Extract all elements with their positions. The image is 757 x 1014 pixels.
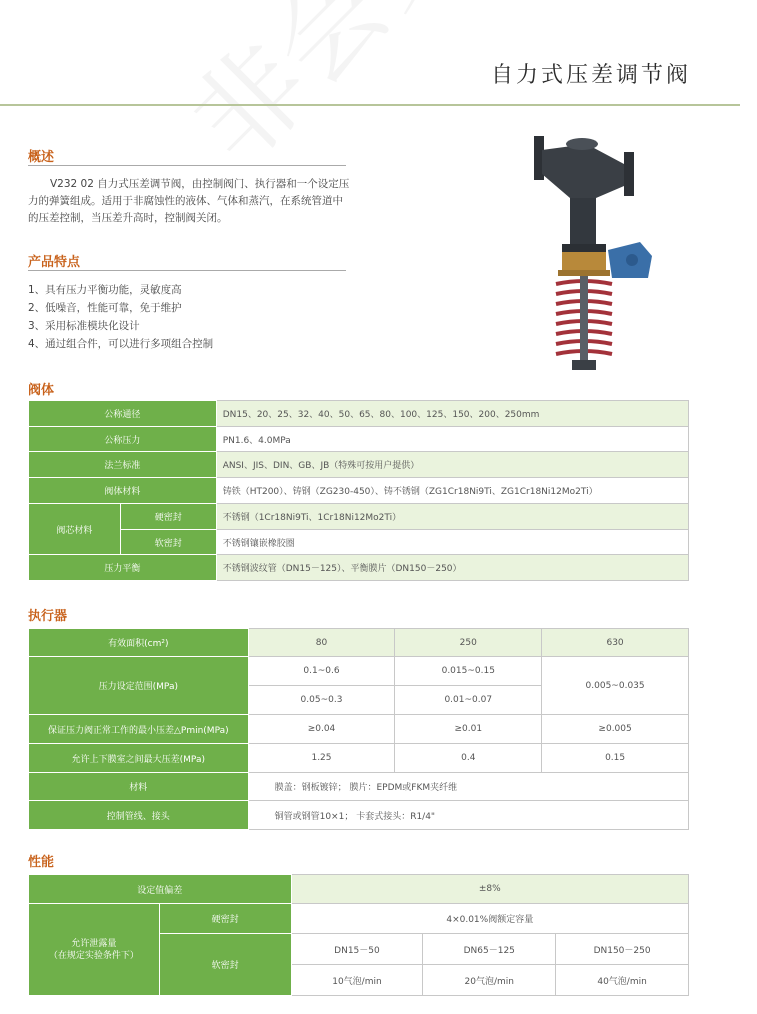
overview-divider xyxy=(28,165,346,166)
range-value: 0.015~0.15 xyxy=(395,657,542,686)
dn-label: 公称通径 xyxy=(29,401,217,427)
valve-product-image xyxy=(512,132,662,376)
range-value: 0.01~0.07 xyxy=(395,686,542,715)
feature-item: 3、采用标准模块化设计 xyxy=(28,320,140,332)
pipe-value: 铜管或钢管10×1； 卡套式接头：R1/4" xyxy=(248,801,688,830)
area-label: 有效面积(cm²) xyxy=(29,629,249,657)
body-spec-table xyxy=(28,400,689,581)
table-row xyxy=(29,875,689,904)
core-material-label: 阀芯材料 xyxy=(29,504,121,555)
hard-seal-value: 不锈钢（1Cr18Ni9Ti、1Cr18Ni12Mo2Ti） xyxy=(216,504,688,530)
max-diff-value: 0.15 xyxy=(542,744,689,773)
max-diff-value: 1.25 xyxy=(248,744,395,773)
hard-seal-label: 硬密封 xyxy=(120,504,216,530)
area-value: 630 xyxy=(542,629,689,657)
range-value: 0.005~0.035 xyxy=(542,657,689,715)
feature-item: 4、通过组合件，可以进行多项组合控制 xyxy=(28,338,214,350)
table-row xyxy=(29,504,689,530)
table-row xyxy=(29,427,689,452)
hard-seal-value: 4×0.01%阀额定容量 xyxy=(291,904,688,934)
table-row xyxy=(29,401,689,427)
min-diff-value: ≥0.01 xyxy=(395,715,542,744)
max-diff-value: 0.4 xyxy=(395,744,542,773)
performance-heading: 性能 xyxy=(28,855,55,870)
range-value: 0.1~0.6 xyxy=(248,657,395,686)
features-divider xyxy=(28,270,346,271)
pipe-label: 控制管线、接头 xyxy=(29,801,249,830)
min-diff-value: ≥0.04 xyxy=(248,715,395,744)
table-row xyxy=(29,478,689,504)
table-row xyxy=(29,744,689,773)
body-heading: 阀体 xyxy=(28,383,55,398)
table-row xyxy=(29,452,689,478)
performance-spec-table xyxy=(28,874,689,996)
soft-seal-label: 软密封 xyxy=(159,934,291,996)
feature-item: 1、具有压力平衡功能，灵敏度高 xyxy=(28,284,182,296)
table-row xyxy=(29,555,689,581)
area-value: 250 xyxy=(395,629,542,657)
bubble-rate: 20气泡/min xyxy=(423,965,556,996)
flange-value: ANSI、JIS、DIN、GB、JB（特殊可按用户提供） xyxy=(216,452,688,478)
overview-text: V232 02 自力式压差调节阀，由控制阀门、执行器和一个设定压力的弹簧组成。适用于非腐蚀性的液体、气体和蒸汽，在系统管道中的压差控制，当压差升高时，控制阀关闭。 xyxy=(28,178,350,224)
pn-label: 公称压力 xyxy=(29,427,217,452)
pn-value: PN1.6、4.0MPa xyxy=(216,427,688,452)
overview-heading: 概述 xyxy=(28,150,55,165)
hard-seal-label: 硬密封 xyxy=(159,904,291,934)
range-value: 0.05~0.3 xyxy=(248,686,395,715)
range-label: 压力设定范围(MPa) xyxy=(29,657,249,715)
leakage-label-line: 允许泄露量 xyxy=(71,938,117,949)
dn-value: DN15、20、25、32、40、50、65、80、100、125、150、200、250mm xyxy=(216,401,688,427)
max-diff-label: 允许上下膜室之间最大压差(MPa) xyxy=(29,744,249,773)
actuator-heading: 执行器 xyxy=(28,609,68,624)
size-range: DN65－125 xyxy=(423,934,556,965)
feature-item: 2、低噪音，性能可靠，免于维护 xyxy=(28,302,182,314)
features-heading: 产品特点 xyxy=(28,255,81,270)
balance-value: 不锈钢波纹管（DN15－125）、平衡膜片（DN150－250） xyxy=(216,555,688,581)
bubble-rate: 40气泡/min xyxy=(556,965,689,996)
deviation-label: 设定值偏差 xyxy=(29,875,292,904)
features-list xyxy=(28,281,213,353)
table-row xyxy=(29,801,689,830)
table-row xyxy=(29,629,689,657)
actuator-spec-table xyxy=(28,628,689,830)
min-diff-label: 保证压力阀正常工作的最小压差△Pmin(MPa) xyxy=(29,715,249,744)
page-title: 自力式压差调节阀 xyxy=(490,63,691,88)
actuator-material-value: 膜盖：钢板镀锌； 膜片：EPDM或FKM夹纤维 xyxy=(248,773,688,801)
table-row xyxy=(29,715,689,744)
leakage-label-line: （在规定实验条件下） xyxy=(48,950,139,961)
soft-seal-value: 不锈钢镶嵌橡胶圈 xyxy=(216,530,688,555)
body-material-label: 阀体材料 xyxy=(29,478,217,504)
header-divider xyxy=(0,104,740,106)
min-diff-value: ≥0.005 xyxy=(542,715,689,744)
table-row xyxy=(29,657,689,686)
leakage-label xyxy=(29,904,160,996)
deviation-value: ±8% xyxy=(291,875,688,904)
area-value: 80 xyxy=(248,629,395,657)
balance-label: 压力平衡 xyxy=(29,555,217,581)
table-row xyxy=(29,530,689,555)
size-range: DN150－250 xyxy=(556,934,689,965)
soft-seal-label: 软密封 xyxy=(120,530,216,555)
flange-label: 法兰标准 xyxy=(29,452,217,478)
bubble-rate: 10气泡/min xyxy=(291,965,423,996)
table-row xyxy=(29,904,689,934)
actuator-material-label: 材料 xyxy=(29,773,249,801)
body-material-value: 铸铁（HT200）、铸钢（ZG230-450）、铸不锈钢（ZG1Cr18Ni9Ti、ZG1Cr18Ni12Mo2Ti） xyxy=(216,478,688,504)
size-range: DN15－50 xyxy=(291,934,423,965)
table-row xyxy=(29,773,689,801)
